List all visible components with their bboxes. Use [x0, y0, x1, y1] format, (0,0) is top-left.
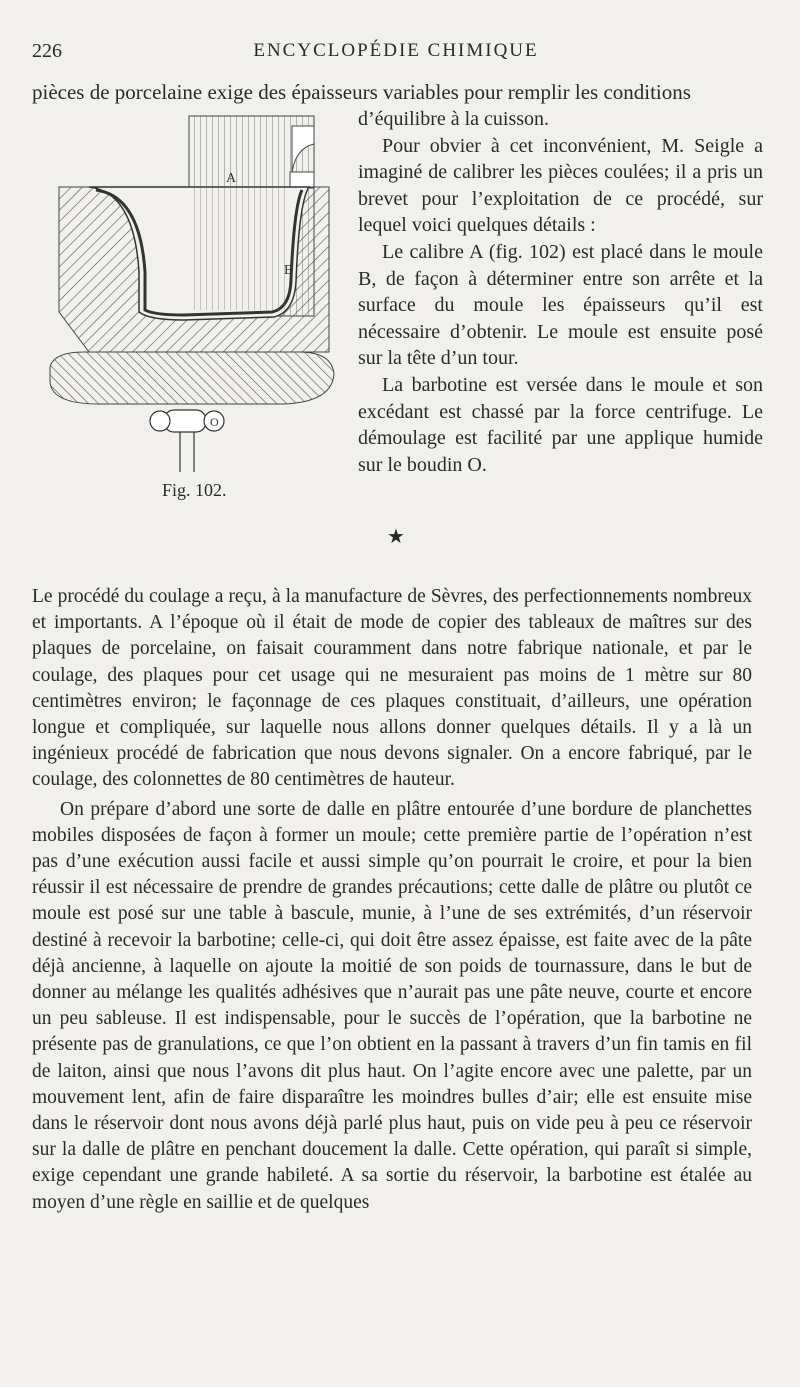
- main-text: [32, 584, 752, 1216]
- running-title: ENCYCLOPÉDIE CHIMIQUE: [253, 40, 539, 61]
- side-paragraph: d’équilibre à la cuisson.: [358, 108, 550, 130]
- figure-102: [44, 112, 336, 497]
- page-number: 226: [32, 40, 62, 62]
- figure-label-o: O: [210, 415, 219, 429]
- mould-illustration: [44, 112, 336, 497]
- main-paragraph: On prépare d’abord une sorte de dalle en plâtre entourée d’une bordure de planchettes mobiles disposées de façon à former un moule; cette première partie de l’opération n’est pas d’une exécution aussi facile et aussi simple qu’on pourrait le croire, et pour la bien réussir il est nécessaire de prendre de grandes précautions; cette dalle de plâtre ou plutôt ce moule est posé sur une table à bascule, munie, à l’une de ses extrémités, d’un réservoir destiné à recevoir la barbotine; celle-ci, qui doit être assez épaisse, est faite avec de la pâte déjà ancienne, à laquelle on ajoute la moitié de son poids de tournassure, dans le but de donner au mélange les qualités adhésives que n’aurait pas une pâte neuve, courte et encore un peu sableuse. Il est indispensable, pour le succès de l’opération, que la barbotine ne présente pas de granulations, ce que l’on obtient en la passant à travers d’un fin tamis en fil de laiton, ainsi que nous l’avons dit plus haut. On l’agite encore avec une palette, par un mouvement lent, afin de faire disparaître les moindres bulles d’air; elle est ensuite mise dans le réservoir dont nous avons déjà parlé plus haut, puis on vide peu à peu ce réservoir sur la dalle de plâtre en penchant doucement la dalle. Cette opération, qui paraît si simple, exige cependant une grande habileté. A sa sortie du réservoir, la barbotine est étalée au moyen d’une règle en saillie et de quelques: [32, 798, 752, 1213]
- section-separator: ★: [387, 526, 405, 548]
- figure-label-a: A: [226, 171, 237, 186]
- figure-label-b: B: [284, 263, 294, 278]
- side-paragraph: La barbotine est versée dans le moule et son excédant est chassé par la force centrifuge. Le démoulage est facilité par une applique humide sur le boudin O.: [358, 373, 763, 476]
- side-paragraph: Le calibre A (fig. 102) est placé dans le moule B, de façon à déterminer entre son arrête et la surface du moule les épaisseurs qu’il est nécessaire d’obtenir. Le moule est ensuite posé sur la tête d’un tour.: [358, 240, 763, 370]
- lead-line: pièces de porcelaine exige des épaisseurs variables pour remplir les conditions: [32, 80, 691, 104]
- side-column: [358, 106, 763, 478]
- side-paragraph: Pour obvier à cet inconvénient, M. Seigle a imaginé de calibrer les pièces coulées; il a pris un brevet pour l’exploitation de ce procédé, sur lequel voici quelques détails :: [358, 134, 763, 237]
- main-paragraph: Le procédé du coulage a reçu, à la manufacture de Sèvres, des perfectionnements nombreux et importants. A l’époque où il était de mode de copier des tableaux de maîtres sur des plaques de porcelaine, on faisait couramment dans notre fabrique nationale, et par le coulage, des plaques pour cet usage qui ne mesuraient pas moins de 1 mètre sur 80 centimètres environ; le façonnage de ces plaques constituait, d’ailleurs, une opération longue et compliquée, sur laquelle nous allons donner quelques détails. Il y a là un ingénieux procédé de fabrication que nous devons signaler. On a encore fabriqué, par le coulage, des colonnettes de 80 centimètres de hauteur.: [32, 586, 752, 791]
- figure-caption: Fig. 102.: [162, 480, 227, 500]
- page-header: [32, 40, 760, 68]
